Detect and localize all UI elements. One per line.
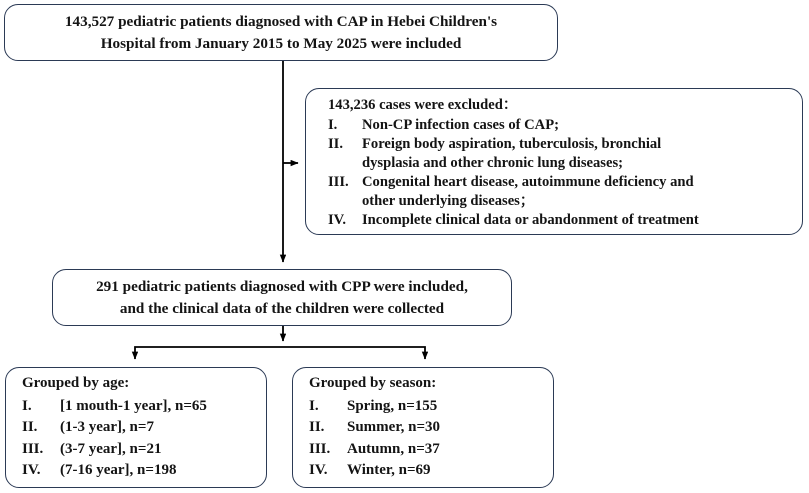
age-group-item-numeral: I. [22, 397, 32, 414]
season-group-item [309, 439, 545, 461]
exclusion-item-text [362, 173, 694, 211]
age-group-item [22, 439, 258, 461]
age-group-item-label: (3-7 year], n=21 [60, 440, 162, 457]
season-group-item-numeral: IV. [309, 462, 328, 479]
season-group-heading: Grouped by season: [309, 375, 437, 392]
age-group-item-label: [1 mouth-1 year], n=65 [60, 397, 207, 414]
exclusion-box [305, 88, 803, 235]
season-group-box [292, 367, 554, 488]
season-group-item-label: Summer, n=30 [347, 419, 441, 436]
connector-split-right [283, 347, 425, 359]
exclusion-item-text [362, 135, 661, 173]
connector-split-left [135, 347, 283, 359]
cohort-line-2: Hospital from January 2015 to May 2025 were included [100, 34, 462, 52]
cohort-box [4, 4, 558, 61]
age-group-item [22, 396, 258, 418]
cohort-line-1: 143,527 pediatric patients diagnosed with CAP in Hebei Children's [64, 12, 498, 30]
season-group-item [309, 396, 545, 418]
exclusion-item [328, 135, 792, 173]
included-box [52, 269, 512, 326]
age-group-heading: Grouped by age: [22, 375, 130, 392]
age-group-item-numeral: II. [22, 419, 38, 436]
season-group-item-label: Autumn, n=37 [347, 440, 440, 457]
exclusion-item-numeral: II. [328, 135, 344, 152]
exclusion-item-text-main: Congenital heart disease, autoimmune deficiency and [362, 173, 694, 190]
included-line-1: 291 pediatric patients diagnosed with CPP were included, [96, 277, 468, 295]
exclusion-item-numeral: III. [328, 173, 349, 190]
age-group-item-numeral: III. [22, 440, 44, 457]
exclusion-item-text-main: Incomplete clinical data or abandonment of treatment [362, 211, 699, 228]
exclusion-item [328, 173, 792, 211]
season-group-item-label: Winter, n=69 [347, 462, 431, 479]
exclusion-item-text [362, 211, 699, 230]
season-group-item [309, 417, 545, 439]
season-group-item-numeral: I. [309, 397, 319, 414]
exclusion-item [328, 116, 792, 135]
age-group-box [5, 367, 267, 488]
season-group-item-label: Spring, n=155 [347, 397, 438, 414]
exclusion-item-numeral: I. [328, 116, 338, 133]
season-group-item [309, 460, 545, 482]
age-group-item [22, 417, 258, 439]
exclusion-item-numeral: IV. [328, 211, 346, 228]
included-line-2: and the clinical data of the children were collected [119, 299, 445, 317]
age-group-item [22, 460, 258, 482]
exclusion-item-text-cont: other underlying diseases； [362, 192, 535, 209]
season-group-item-numeral: II. [309, 419, 325, 436]
exclusion-item-text-main: Foreign body aspiration, tuberculosis, bronchial [362, 135, 662, 152]
age-group-item-numeral: IV. [22, 462, 41, 479]
season-group-item-numeral: III. [309, 440, 331, 457]
exclusion-item-text-cont: dysplasia and other chronic lung diseases; [362, 154, 623, 171]
age-group-item-label: (7-16 year], n=198 [60, 462, 177, 479]
exclusion-item [328, 211, 792, 230]
exclusion-heading: 143,236 cases were excluded： [328, 97, 518, 113]
exclusion-item-text-main: Non-CP infection cases of CAP; [362, 116, 559, 133]
age-group-item-label: (1-3 year], n=7 [60, 419, 154, 436]
exclusion-item-text [362, 116, 559, 135]
